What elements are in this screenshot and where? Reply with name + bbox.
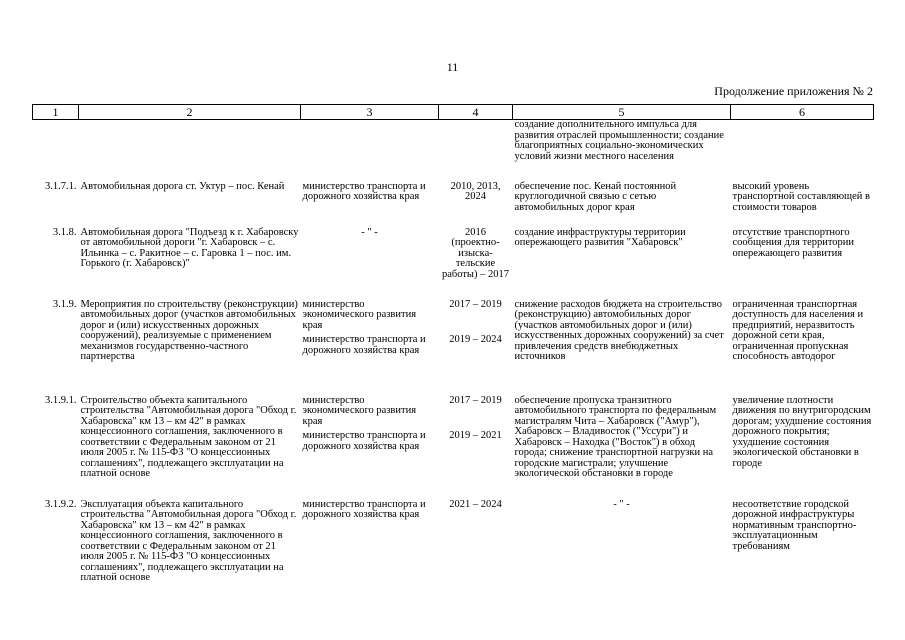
executor-secondary: министерство транспорта и дорожного хозяйства края (302, 430, 426, 452)
years-secondary: 2019 – 2021 (449, 430, 502, 441)
executor: министерство транспорта и дорожного хозяйства края (302, 498, 426, 520)
expected-result: обеспечение пос. Кенай постоянной круглогодичной связью с сетью автомобильных дорог края (514, 180, 677, 213)
executor: министерство экономического развития края (302, 394, 417, 427)
executor (301, 120, 439, 182)
executor-secondary: министерство транспорта и дорожного хозяйства края (302, 334, 426, 356)
executor: - " - (361, 226, 378, 238)
table-row (33, 300, 874, 396)
years-secondary: 2019 – 2024 (449, 334, 502, 345)
table-row (33, 120, 874, 182)
table-row (33, 500, 874, 584)
expected-result: снижение расходов бюджета на строительство (реконструкцию) автомобильных дорог (участков автомобильных дорог и (или) искусственных дорожных сооружений) за счет привлечения средств внебюджетных источников (514, 298, 724, 362)
column-header: 1 (33, 105, 79, 120)
row-number: 3.1.9.1. (45, 394, 77, 406)
column-header: 6 (731, 105, 874, 120)
years: 2021 – 2024 (449, 498, 502, 510)
years (439, 120, 513, 182)
page-number: 11 (446, 60, 459, 74)
header-row (33, 105, 874, 120)
expected-result: обеспечение пропуска транзитного автомобильного транспорта по федеральным магистралям Чита – Хабаровск ("Амур"), Хабаровск – Владивосток ("Уссури") и Хабаровск – Находка ("Восток") в обход города; снижение транспортной нагрузки на городские магистрали; улучшение экологической обстановки в городе (514, 394, 717, 479)
row-number: 3.1.9.2. (45, 498, 77, 510)
years: 2017 – 2019 (449, 394, 502, 406)
risks: ограниченная транспортная доступность для населения и предприятий, неразвитость дорожной сети края, ограниченная пропускная способность автодорог (732, 298, 864, 362)
risks: увеличение плотности движения по внутригородским дорогам; ухудшение состояния дорожного покрытия; ухудшение состояния экологической обстановки в городе (732, 394, 872, 469)
expected-result: создание инфраструктуры территории опережающего развития "Хабаровск" (514, 226, 686, 248)
executor: министерство транспорта и дорожного хозяйства края (302, 180, 426, 202)
activity-name: Эксплуатация объекта капитального строительства "Автомобильная дорога "Обход г. Хабаровска" км 13 – км 42" в рамках концессионного соглашения, заключенного в соответствии с Федеральным законом от 21 июля 2005 г. № 115-ФЗ "О концессионных соглашениях", подлежащего эксплуатации на платной основе (80, 498, 297, 583)
years: 2016 (проектно-изыска-тельские работы) – 2017 (441, 226, 509, 280)
column-header: 5 (513, 105, 731, 120)
row-number: 3.1.9. (52, 298, 77, 310)
appendix-note: Продолжение приложения № 2 (714, 84, 873, 98)
years: 2017 – 2019 (449, 298, 502, 310)
activity-name (79, 120, 301, 182)
executor: министерство экономического развития края (302, 298, 417, 331)
row-number: 3.1.7.1. (45, 180, 77, 192)
table-row (33, 182, 874, 228)
table-row (33, 396, 874, 500)
column-header: 4 (439, 105, 513, 120)
activity-name: Мероприятия по строительству (реконструкции) автомобильных дорог (участков автомобильных дорог и (или) искусственных дорожных сооружений), реализуемые с применением механизмов государственно-частного партнерства (80, 298, 298, 362)
table-row (33, 228, 874, 300)
risks: несоответствие городской дорожной инфраструктуры нормативным транспортно-эксплуатационным требованиям (732, 498, 857, 552)
years: 2010, 2013, 2024 (450, 180, 501, 202)
risks (731, 120, 874, 182)
column-header: 3 (301, 105, 439, 120)
program-table (32, 104, 874, 584)
activity-name: Автомобильная дорога "Подъезд к г. Хабаровску от автомобильной дороги "г. Хабаровск – с. Ильинка – с. Ракитное – с. Гаровка 1 – пос. им. Горького (г. Хабаровск)" (80, 226, 299, 269)
risks: высокий уровень транспортной составляющей в стоимости товаров (732, 180, 870, 213)
expected-result: - " - (613, 498, 630, 510)
row-number (33, 120, 79, 182)
expected-result: создание дополнительного импульса для развития отраслей промышленности; создание благоприятных социально-экономических условий жизни местного населения (514, 119, 724, 162)
activity-name: Автомобильная дорога ст. Уктур – пос. Кенай (80, 180, 285, 192)
activity-name: Строительство объекта капитального строительства "Автомобильная дорога "Обход г. Хабаровска" км 13 – км 42" в рамках концессионного соглашения, заключенного в соответствии с Федеральным законом от 21 июля 2005 г. № 115-ФЗ "О концессионных соглашениях", подлежащего эксплуатации на платной основе (80, 394, 297, 479)
row-number: 3.1.8. (52, 226, 77, 238)
column-header: 2 (79, 105, 301, 120)
risks: отсутствие транспортного сообщения для территории опережающего развития (732, 226, 855, 259)
